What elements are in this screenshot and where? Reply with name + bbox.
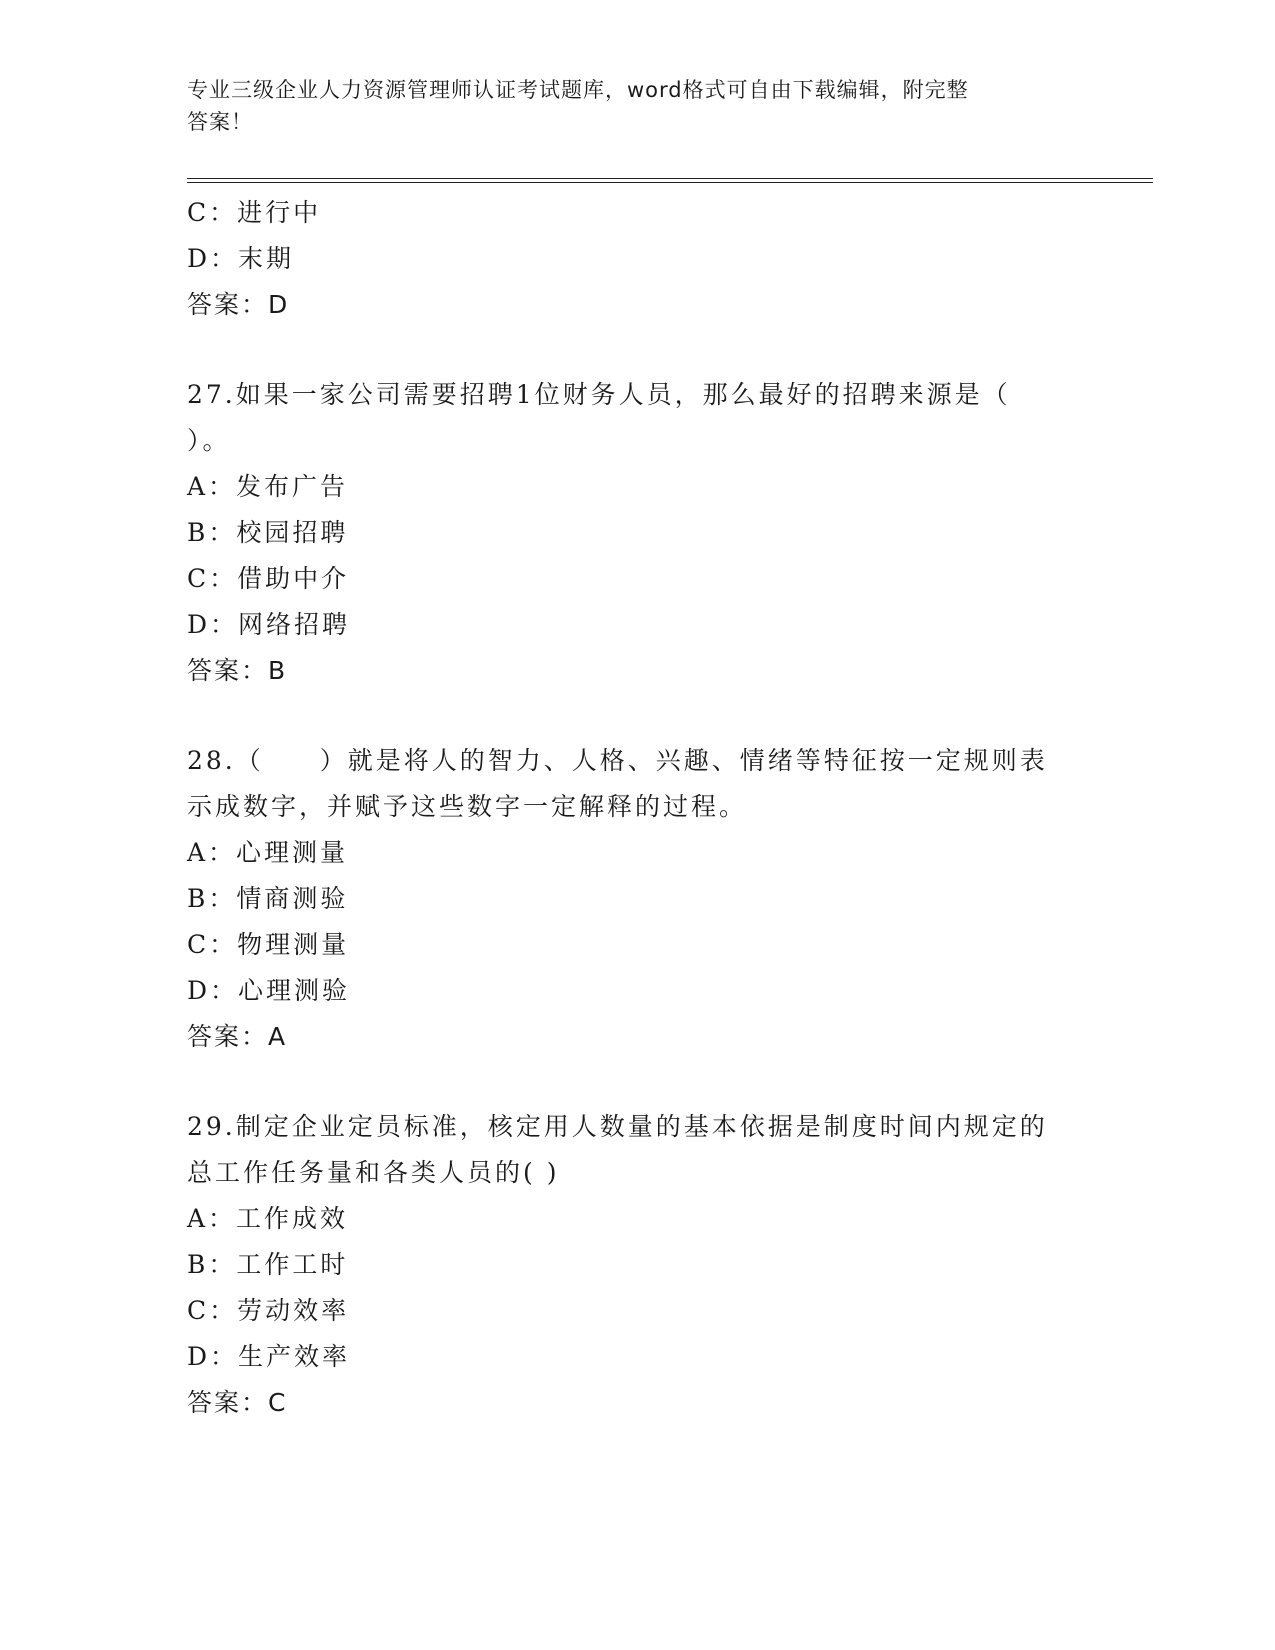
option-c: C：劳动效率 xyxy=(187,1296,350,1325)
option-b: B：情商测验 xyxy=(187,884,349,913)
option-a: A：工作成效 xyxy=(187,1204,349,1233)
spacer xyxy=(187,694,1087,738)
header-rule-bottom xyxy=(187,182,1153,183)
answer-line: 答案：A xyxy=(187,1022,288,1051)
option-d: D：网络招聘 xyxy=(187,610,351,639)
spacer xyxy=(187,1060,1087,1104)
question-block-27 xyxy=(187,372,1087,694)
option-a: A：发布广告 xyxy=(187,472,349,501)
answer-line: 答案：C xyxy=(187,1388,288,1417)
question-stem-line-2: ）。 xyxy=(187,426,231,455)
option-b: B：工作工时 xyxy=(187,1250,349,1279)
header-rule-top xyxy=(187,178,1153,179)
spacer xyxy=(187,328,1087,372)
question-block-29 xyxy=(187,1104,1087,1426)
option-d: D：生产效率 xyxy=(187,1342,351,1371)
option-c: C：进行中 xyxy=(187,198,322,227)
question-stem-line-1: 29.制定企业定员标准，核定用人数量的基本依据是制度时间内规定的 xyxy=(187,1112,1048,1141)
document-header xyxy=(187,74,1067,138)
option-a: A：心理测量 xyxy=(187,838,349,867)
option-b: B：校园招聘 xyxy=(187,518,349,547)
question-block-26-tail xyxy=(187,190,1087,328)
question-block-28 xyxy=(187,738,1087,1060)
question-stem-line-2: 总工作任务量和各类人员的( ) xyxy=(187,1158,560,1187)
question-stem-line-2: 示成数字，并赋予这些数字一定解释的过程。 xyxy=(187,792,748,821)
option-d: D：末期 xyxy=(187,244,295,273)
option-d: D：心理测验 xyxy=(187,976,351,1005)
answer-line: 答案：B xyxy=(187,656,288,685)
question-stem-line-1: 28.（ ）就是将人的智力、人格、兴趣、情绪等特征按一定规则表 xyxy=(187,746,1048,775)
answer-line: 答案：D xyxy=(187,290,290,319)
option-c: C：物理测量 xyxy=(187,930,350,959)
option-c: C：借助中介 xyxy=(187,564,350,593)
question-content xyxy=(187,190,1087,1426)
header-line-2: 答案！ xyxy=(187,110,253,134)
header-line-1: 专业三级企业人力资源管理师认证考试题库，word格式可自由下载编辑，附完整 xyxy=(187,78,969,102)
question-stem-line-1: 27.如果一家公司需要招聘1位财务人员，那么最好的招聘来源是（ xyxy=(187,380,1011,409)
